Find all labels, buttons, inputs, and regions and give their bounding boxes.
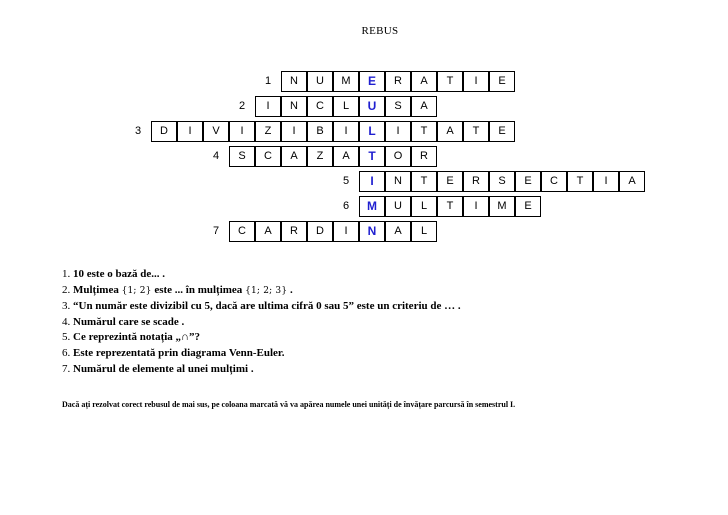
letter-cell: A [333, 146, 359, 167]
set-notation: {1; 2} [121, 285, 152, 296]
letter-cell: T [463, 121, 489, 142]
row-number: 4 [212, 150, 220, 162]
clue-number: 5. [62, 331, 71, 344]
letter-cell: N [281, 96, 307, 117]
letter-cell: M [333, 71, 359, 92]
clue-7 [62, 362, 461, 378]
clue-number: 1. [62, 268, 71, 280]
marked-letter-cell: N [359, 221, 385, 242]
letter-cell: I [463, 196, 489, 217]
letter-cell: Z [255, 121, 281, 142]
clue-2 [62, 283, 461, 300]
letter-cell: L [411, 196, 437, 217]
letter-cell: T [411, 171, 437, 192]
letter-cell: T [411, 121, 437, 142]
clue-text: “Un număr este divizibil cu 5, dacă are ultima cifră 0 sau 5” este un criteriu de … . [73, 300, 461, 313]
letter-cell: S [489, 171, 515, 192]
clue-number: 3. [62, 300, 71, 313]
row-number: 6 [342, 200, 350, 212]
clue-4 [62, 315, 461, 331]
marked-letter-cell: I [359, 171, 385, 192]
letter-cell: R [463, 171, 489, 192]
marked-letter-cell: E [359, 71, 385, 92]
letter-cell: A [411, 71, 437, 92]
letter-cell: N [281, 71, 307, 92]
clue-number: 2. [62, 283, 71, 296]
letter-cell: O [385, 146, 411, 167]
letter-cell: U [385, 196, 411, 217]
letter-cell: E [489, 71, 515, 92]
letter-cell: E [437, 171, 463, 192]
letter-cell: D [151, 121, 177, 142]
clue-text: . [287, 283, 293, 296]
clue-number: 7. [62, 362, 71, 375]
letter-cell: L [333, 96, 359, 117]
letter-cell: L [411, 221, 437, 242]
letter-cell: I [385, 121, 411, 142]
letter-cell: R [281, 221, 307, 242]
letter-cell: I [281, 121, 307, 142]
letter-cell: A [411, 96, 437, 117]
letter-cell: I [333, 121, 359, 142]
clue-text: Numărul care se scade . [73, 315, 185, 328]
clue-text: este ... în mulțimea [151, 283, 246, 296]
marked-letter-cell: T [359, 146, 385, 167]
clue-number: 6. [62, 346, 71, 359]
clue-5 [62, 330, 461, 346]
letter-cell: A [619, 171, 645, 192]
letter-cell: D [307, 221, 333, 242]
row-number: 7 [212, 225, 220, 237]
letter-cell: E [489, 121, 515, 142]
clue-list [62, 267, 461, 377]
instruction-note: Dacă ați rezolvat corect rebusul de mai sus, pe coloana marcată vă va apărea numele unei unități de învățare parcursă în semestrul I. [62, 400, 516, 409]
marked-letter-cell: L [359, 121, 385, 142]
clue-3 [62, 299, 461, 315]
letter-cell: U [307, 71, 333, 92]
marked-letter-cell: M [359, 196, 385, 217]
letter-cell: I [593, 171, 619, 192]
clue-text: Este reprezentată prin diagrama Venn-Euler. [73, 346, 285, 359]
letter-cell: I [463, 71, 489, 92]
clue-text: Numărul de elemente al unei mulțimi . [73, 362, 254, 375]
letter-cell: S [385, 96, 411, 117]
clue-number: 4. [62, 315, 71, 328]
letter-cell: M [489, 196, 515, 217]
letter-cell: I [177, 121, 203, 142]
letter-cell: I [229, 121, 255, 142]
letter-cell: R [411, 146, 437, 167]
row-number: 2 [238, 100, 246, 112]
letter-cell: E [515, 171, 541, 192]
letter-cell: V [203, 121, 229, 142]
letter-cell: I [255, 96, 281, 117]
letter-cell: N [385, 171, 411, 192]
clue-text: Mulțimea [73, 283, 122, 296]
row-number: 1 [264, 75, 272, 87]
clue-text: Ce reprezintă notația „∩”? [73, 331, 200, 344]
set-notation: {1; 2; 3} [245, 285, 288, 296]
letter-cell: C [255, 146, 281, 167]
letter-cell: A [385, 221, 411, 242]
letter-cell: A [437, 121, 463, 142]
letter-cell: C [229, 221, 255, 242]
letter-cell: T [437, 196, 463, 217]
clue-6 [62, 346, 461, 362]
letter-cell: S [229, 146, 255, 167]
clue-text: 10 este o bază de... . [73, 268, 165, 280]
letter-cell: A [255, 221, 281, 242]
letter-cell: B [307, 121, 333, 142]
letter-cell: A [281, 146, 307, 167]
letter-cell: Z [307, 146, 333, 167]
letter-cell: C [307, 96, 333, 117]
letter-cell: T [437, 71, 463, 92]
letter-cell: E [515, 196, 541, 217]
row-number: 5 [342, 175, 350, 187]
letter-cell: I [333, 221, 359, 242]
page-title: REBUS [361, 25, 399, 37]
letter-cell: C [541, 171, 567, 192]
marked-letter-cell: U [359, 96, 385, 117]
letter-cell: R [385, 71, 411, 92]
letter-cell: T [567, 171, 593, 192]
clue-1 [62, 267, 461, 283]
row-number: 3 [134, 125, 142, 137]
